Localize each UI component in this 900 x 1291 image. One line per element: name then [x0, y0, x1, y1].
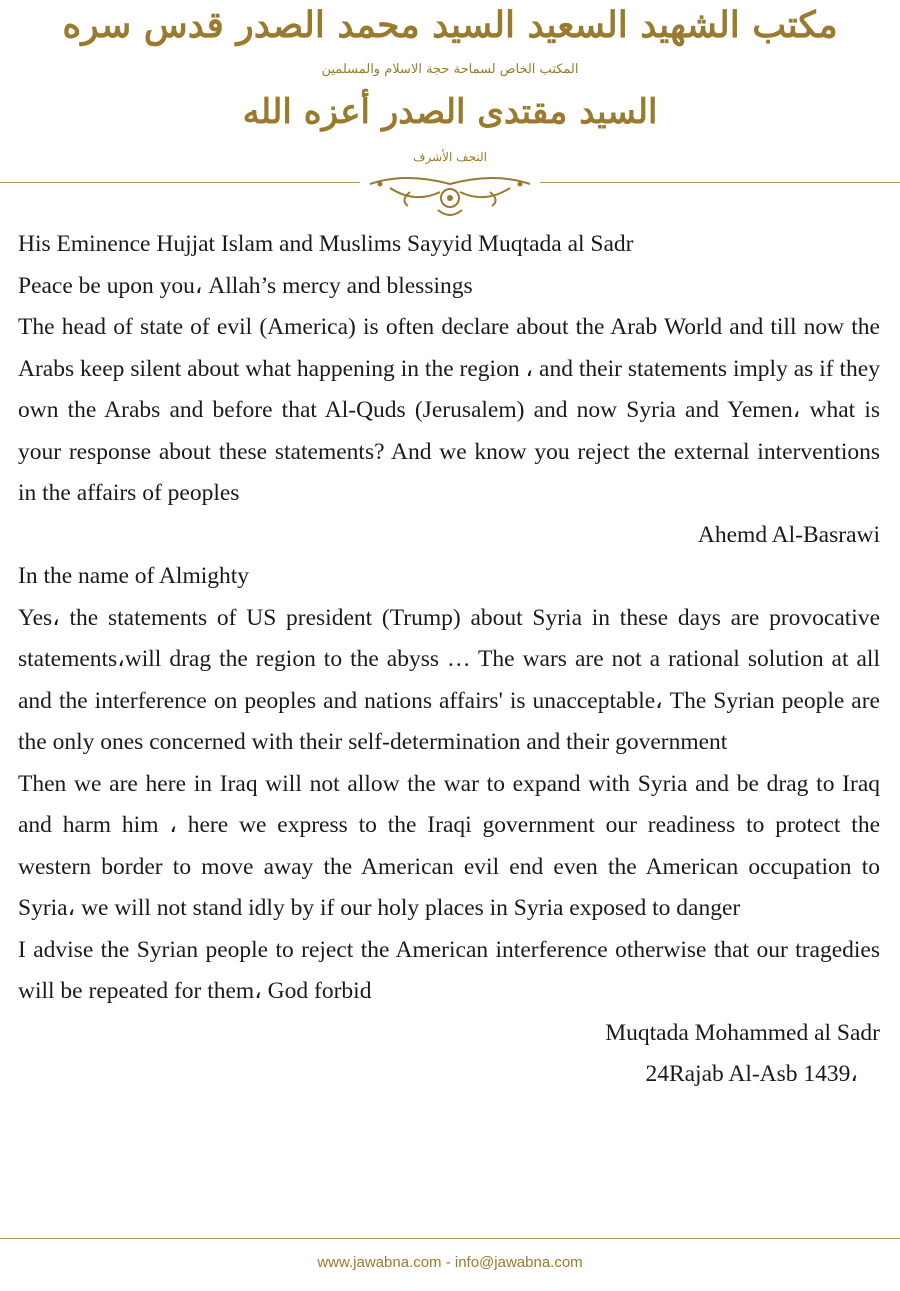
ornament-icon: [360, 170, 540, 220]
footer-divider: [0, 1238, 900, 1239]
answer-paragraph-2: Then we are here in Iraq will not allow the war to expand with Syria and be drag to Iraq and harm him ، here we express to the Iraqi government our readiness to protect the western border to move away the American evil end even the American occupation to Syria، we will not stand idly by if our holy places in Syria exposed to danger: [18, 770, 880, 921]
office-title: مكتب الشهيد السعيد السيد محمد الصدر قدس سره: [62, 4, 838, 46]
answer-paragraph-3: I advise the Syrian people to reject the American interference otherwise that our tragedies will be repeated for them، God forbid: [18, 936, 880, 1004]
addressee-line: His Eminence Hujjat Islam and Muslims Sayyid Muqtada al Sadr: [18, 231, 634, 257]
date-line: 24Rajab Al-Asb 1439،: [645, 1061, 858, 1087]
letter-body: [18, 224, 880, 1096]
office-subtitle: المكتب الخاص لسماحة حجة الاسلام والمسلمين: [321, 62, 579, 77]
greeting-line: Peace be upon you، Allah’s mercy and blessings: [18, 272, 473, 299]
footer-contact[interactable]: www.jawabna.com - info@jawabna.com: [317, 1254, 583, 1271]
answer-opening: In the name of Almighty: [18, 563, 250, 589]
sayyid-name-title: السيد مقتدى الصدر أعزه الله: [242, 92, 658, 132]
answer-paragraph-1: Yes، the statements of US president (Trump) about Syria in these days are provocative statements،will drag the region to the abyss … The wars are not a rational solution at all and the interference on peoples and nations affairs' is unacceptable، The Syrian people are the only ones concerned with their self-determination and their government: [18, 604, 880, 755]
location-label: النجف الأشرف: [413, 150, 487, 164]
question-paragraph: The head of state of evil (America) is often declare about the Arab World and till now the Arabs keep silent about what happening in the region ، and their statements imply as if they own the Arabs and before that Al-Quds (Jerusalem) and now Syria and Yemen، what is your response about these statements? And we know you reject the external interventions in the affairs of peoples: [18, 314, 880, 506]
sender-name: Ahemd Al-Basrawi: [697, 521, 880, 548]
letterhead: [0, 0, 900, 222]
signature: Muqtada Mohammed al Sadr: [605, 1019, 880, 1046]
